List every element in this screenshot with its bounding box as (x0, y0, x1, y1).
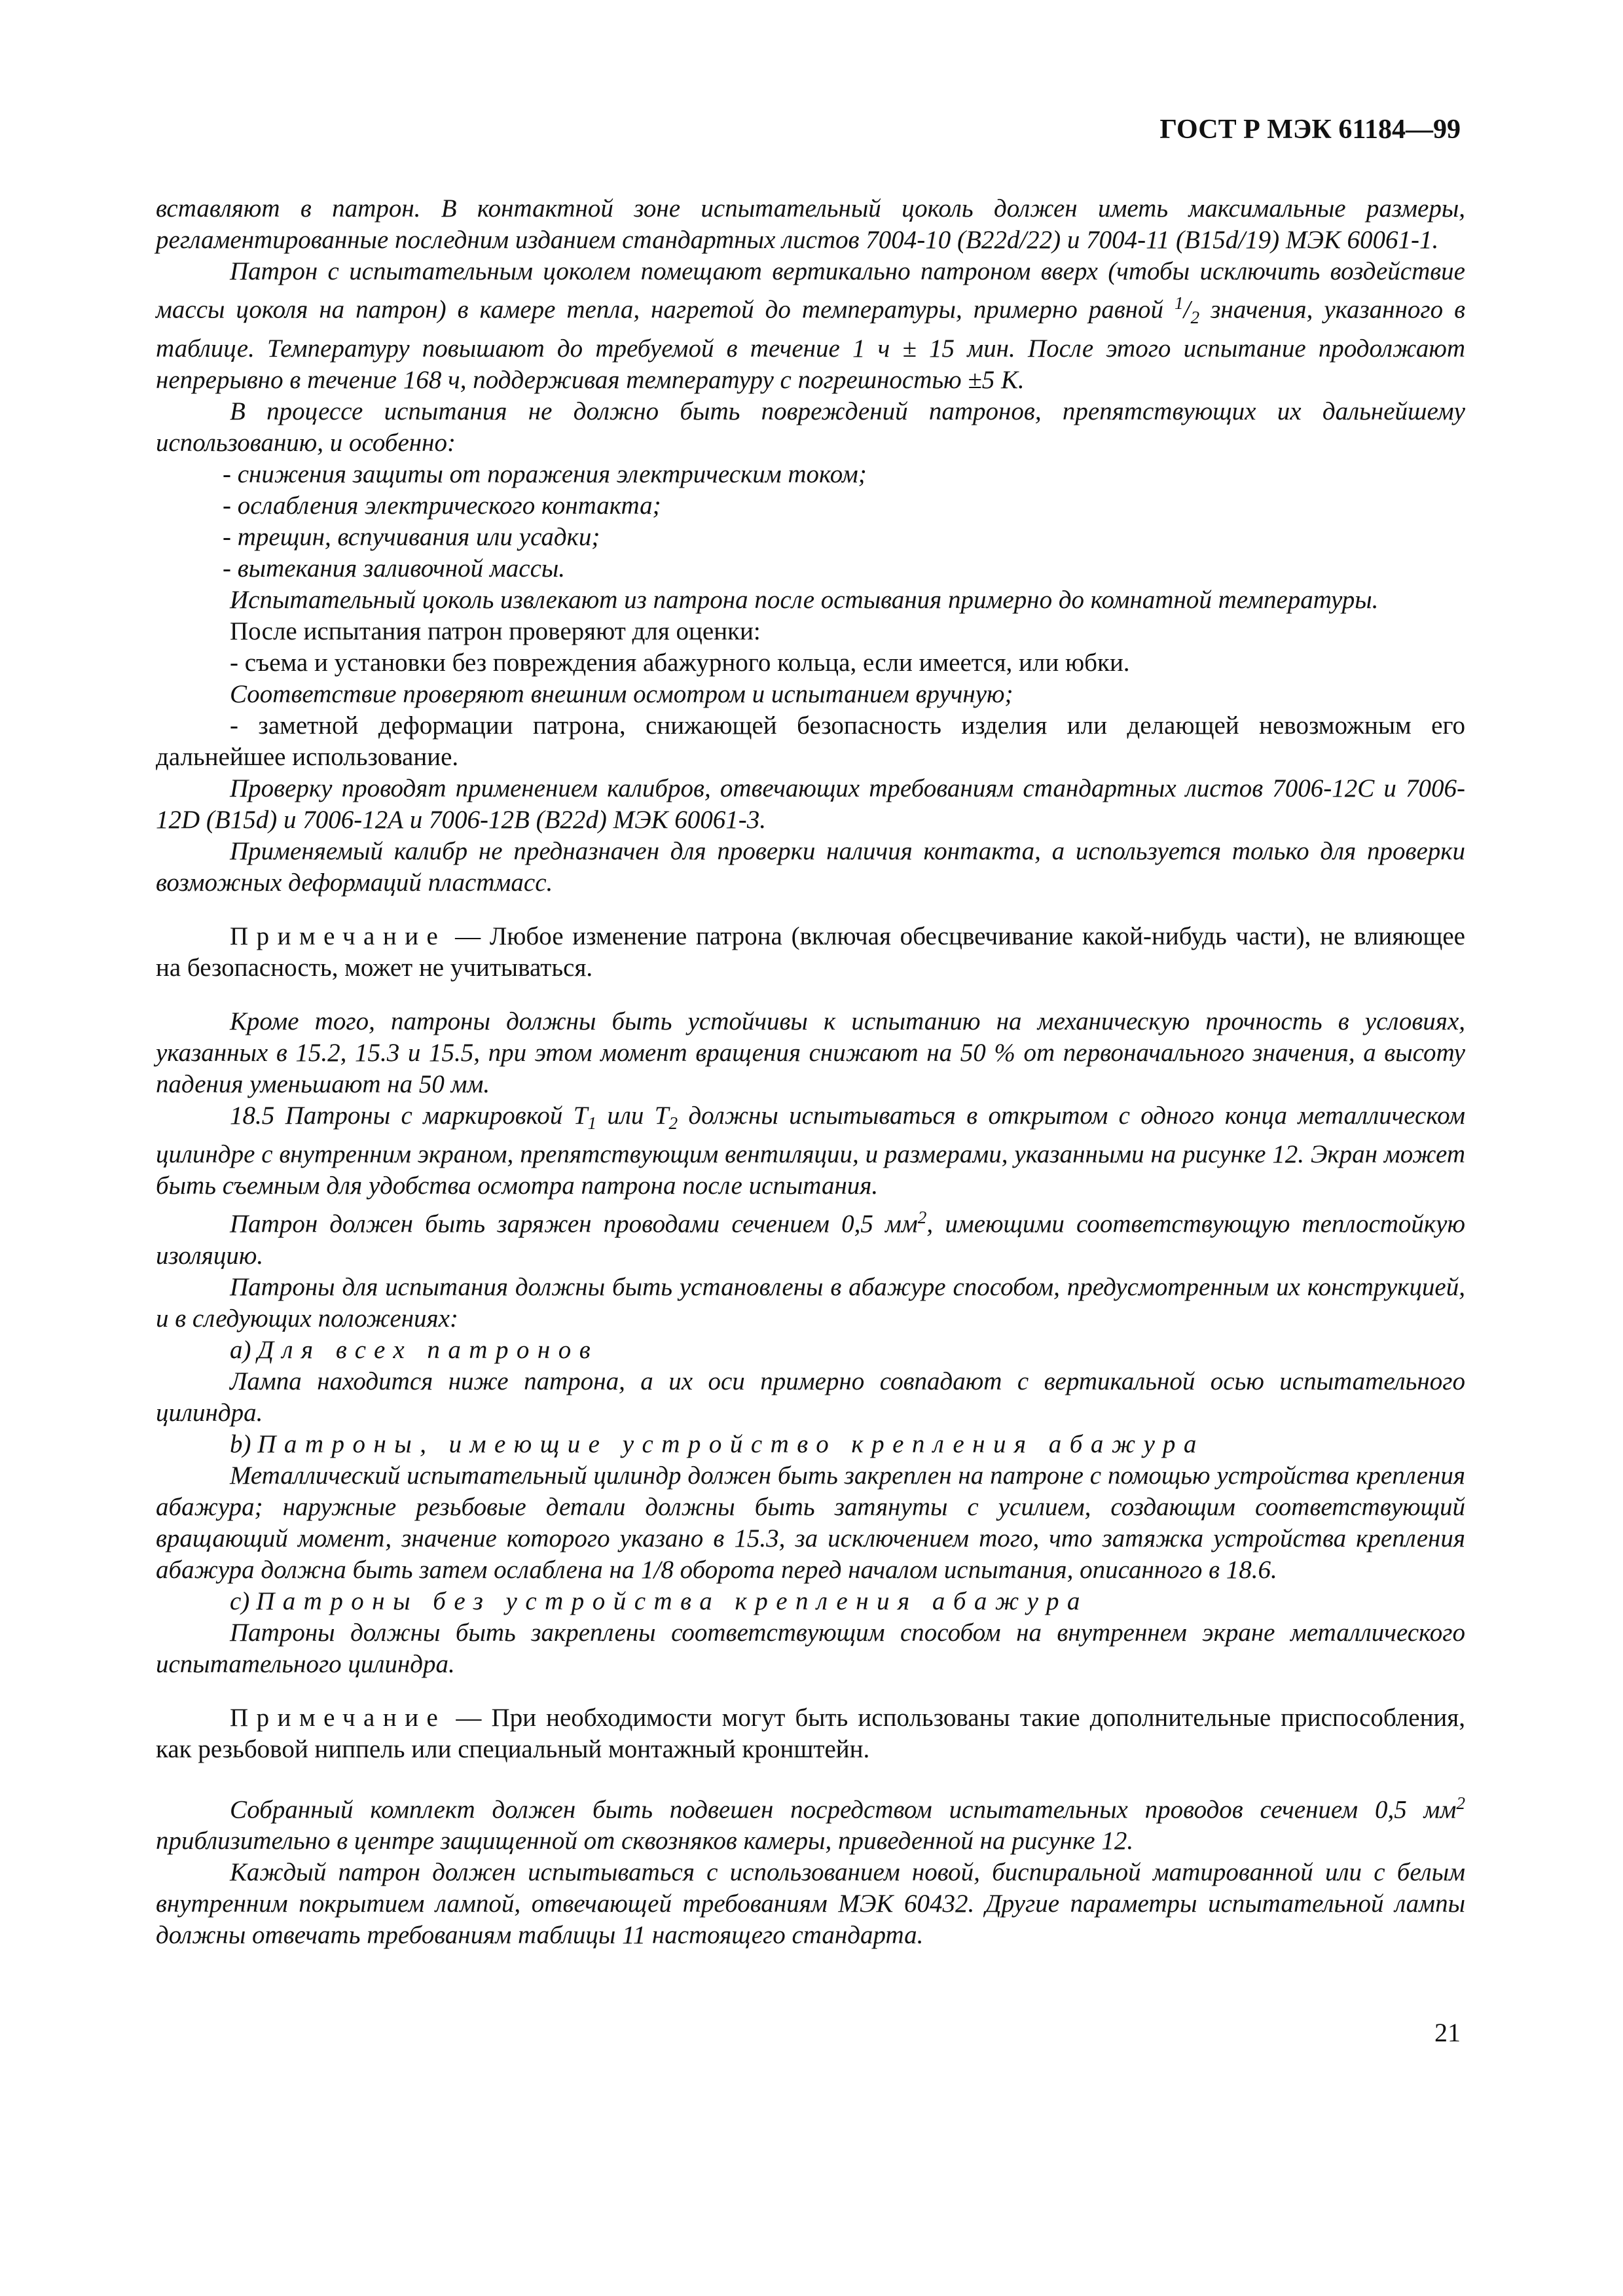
list-item: - вытекания заливочной массы. (223, 554, 566, 583)
subheading-c: с) Патроны без устройства крепления абажура (230, 1587, 1088, 1615)
paragraph: Патрон должен быть заряжен проводами сечением 0,5 $мм^2$, имеющими соответствующую теплостойкую изоляцию. (156, 1208, 1465, 1270)
section-18-5: 18.5 Патроны с маркировкой $T_1$ или $T_2$ должны испытываться в открытом с одного конца металлическом цилиндре с внутренним экраном, препятствующим вентиляции, и размерами, указанными на рисунке 12. Экран может быть съемным для удобства осмотра патрона после испытания. (156, 1101, 1465, 1200)
paragraph: Патроны для испытания должны быть установлены в абажуре способом, предусмотренным их конструкцией, и в следующих положениях: (156, 1272, 1465, 1333)
list-item: - трещин, вспучивания или усадки; (223, 522, 600, 551)
note-label: Примечание (230, 1703, 447, 1732)
paragraph: Патрон с испытательным цоколем помещают вертикально патроном вверх (чтобы исключить воздействие массы цоколя на патрон) в камере тепла, нагретой до температуры, примерно равной $^1/_2$ значения, указанного в таблице. Температуру повышают до требуемой в течение 1 ч ± 15 мин. После этого испытание продолжают непрерывно в течение 168 ч, поддерживая температуру с погрешностью ±5 К. (156, 257, 1465, 394)
paragraph: Проверку проводят применением калибров, отвечающих требованиям стандартных листов 7006-12С и 7006-12D (B15d) и 7006-12А и 7006-12В (B22d) МЭК 60061-3. (156, 774, 1465, 834)
paragraph: Патроны должны быть закреплены соответствующим способом на внутреннем экране металлического испытательного цилиндра. (156, 1618, 1465, 1678)
paragraph: Собранный комплект должен быть подвешен посредством испытательных проводов сечением 0,5 $мм^2$ приблизительно в центре защищенной от сквозняков камеры, приведенной на рисунке 12. (156, 1793, 1465, 1856)
paragraph: Лампа находится ниже патрона, а их оси примерно совпадают с вертикальной осью испытательного цилиндра. (156, 1367, 1465, 1427)
list-item: - ослабления электрического контакта; (223, 491, 661, 520)
standard-header: ГОСТ Р МЭК 61184—99 (1159, 115, 1461, 145)
page-number: 21 (1434, 2018, 1461, 2047)
subheading-a: а) Для всех патронов (230, 1335, 599, 1364)
paragraph: Соответствие проверяют внешним осмотром и испытанием вручную; (230, 679, 1013, 708)
paragraph: После испытания патрон проверяют для оценки: (230, 617, 761, 645)
paragraph: Применяемый калибр не предназначен для проверки наличия контакта, а используется только для проверки возможных деформаций пластмасс. (156, 836, 1465, 897)
subheading-b: b) Патроны, имеющие устройство крепления абажура (230, 1429, 1205, 1458)
paragraph: Металлический испытательный цилиндр должен быть закреплен на патроне с помощью устройства крепления абажура; наружные резьбовые детали должны быть затянуты с усилием, создающим соответствующий вращающий момент, значение которого указано в 15.3, за исключением того, что затяжка устройства крепления абажура должна быть затем ослаблена на 1/8 оборота перед началом испытания, описанного в 18.6. (156, 1461, 1465, 1584)
paragraph: Испытательный цоколь извлекают из патрона после остывания примерно до комнатной температуры. (230, 585, 1379, 614)
paragraph: Кроме того, патроны должны быть устойчивы к испытанию на механическую прочность в условиях, указанных в 15.2, 15.3 и 15.5, при этом момент вращения снижают на 50 % от первоначального значения, а высоту падения уменьшают на 50 мм. (156, 1007, 1465, 1098)
paragraph: вставляют в патрон. В контактной зоне испытательный цоколь должен иметь максимальные размеры, регламентированные последним изданием стандартных листов 7004-10 (B22d/22) и 7004-11 (B15d/19) МЭК 60061-1. (156, 194, 1465, 254)
note: Примечание — При необходимости могут быть использованы такие дополнительные приспособления, как резьбовой ниппель или специальный монтажный кронштейн. (156, 1703, 1465, 1763)
page-body (156, 193, 1465, 1951)
note: Примечание — Любое изменение патрона (включая обесцвечивание какой-нибудь части), не влияющее на безопасность, может не учитываться. (156, 922, 1465, 982)
note-label: Примечание (230, 922, 447, 950)
list-item: - съема и установки без повреждения абажурного кольца, если имеется, или юбки. (230, 648, 1130, 677)
paragraph: В процессе испытания не должно быть повреждений патронов, препятствующих их дальнейшему использованию, и особенно: (156, 397, 1465, 457)
paragraph: Каждый патрон должен испытываться с использованием новой, биспиральной матированной или с белым внутренним покрытием лампой, отвечающей требованиям МЭК 60432. Другие параметры испытательной лампы должны отвечать требованиям таблицы 11 настоящего стандарта. (156, 1858, 1465, 1950)
list-item: - снижения защиты от поражения электрическим током; (223, 459, 867, 488)
list-item: - заметной деформации патрона, снижающей безопасность изделия или делающей невозможным его дальнейшее использование. (156, 711, 1465, 771)
